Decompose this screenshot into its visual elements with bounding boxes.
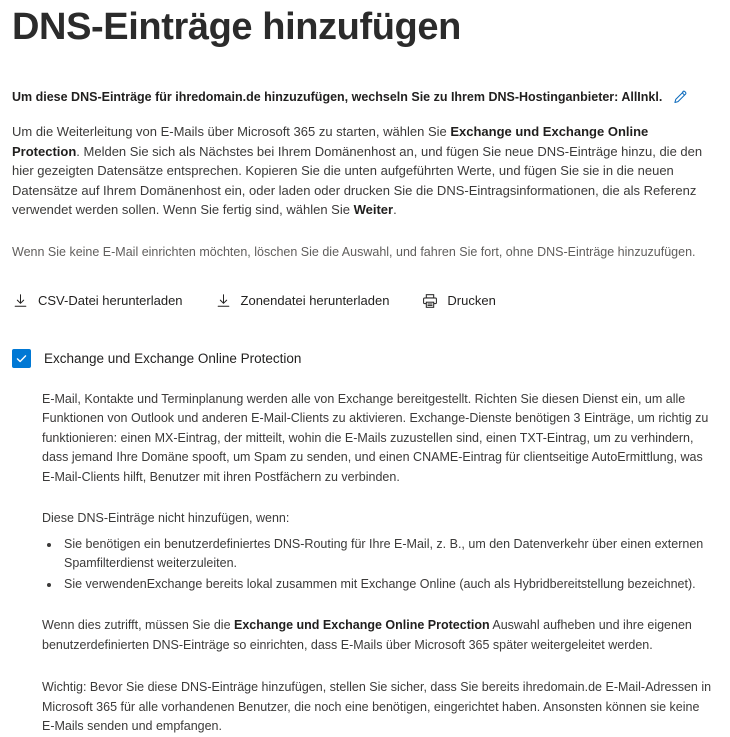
dns-provider-line [12, 88, 718, 106]
page-title: DNS-Einträge hinzufügen [12, 6, 461, 48]
download-zonefile-label: Zonendatei herunterladen [240, 292, 390, 308]
print-label: Drucken [447, 292, 496, 308]
exception-bullet-list [42, 535, 712, 595]
download-icon [215, 292, 232, 309]
printer-icon [421, 292, 438, 309]
exchange-detail-block [42, 390, 712, 737]
intro-paragraph [12, 122, 718, 220]
exchange-checkbox-label[interactable]: Exchange und Exchange Online Protection [44, 350, 302, 366]
unselect-bold-exchange: Exchange und Exchange Online Protection [234, 618, 490, 632]
intro-bold-next: Weiter [353, 202, 394, 217]
download-csv-button[interactable] [12, 289, 183, 313]
dns-provider-text: Um diese DNS-Einträge für ihredomain.de hinzuzufügen, wechseln Sie zu Ihrem DNS-Hostinganbieter: AllInkl. [12, 89, 663, 104]
list-item: • Sie verwendenExchange bereits lokal zusammen mit Exchange Online (auch als Hybridbereitstellung bezeichnet). [61, 575, 712, 595]
exchange-checkbox[interactable] [12, 349, 31, 368]
download-csv-label: CSV-Datei herunterladen [38, 292, 183, 308]
download-icon [12, 292, 29, 309]
exchange-description: E-Mail, Kontakte und Terminplanung werden alle von Exchange bereitgestellt. Richten Sie diesen Dienst ein, um alle Funktionen von Outlook und anderen E-Mail-Clients zu aktivieren. Exchange-Dienste benötigen 3 Einträge, um richtig zu funktionieren: einen MX-Eintrag, der mitteilt, wohin die E-Mails zuzustellen sind, einen TXT-Eintrag, um zu verhindern, dass jemand Ihre Domäne spooft, um Spam zu senden, und einen CNAME-Eintrag für clientseitige AutoErmittlung, was E-Mail-Clients hilft, Benutzer mit ihren Postfächern zu verbinden. [42, 391, 709, 484]
unselect-note [42, 616, 712, 655]
intro-text-1: Um die Weiterleitung von E-Mails über Microsoft 365 zu starten, wählen Sie [12, 124, 451, 139]
download-zonefile-button[interactable] [215, 289, 390, 313]
dns-records-page [0, 4, 730, 733]
intro-text-2: . Melden Sie sich als Nächstes bei Ihrem Domänenhost an, und fügen Sie neue DNS-Einträge hinzu, die den hier gezeigten Datensätze entsprechen. Kopieren Sie die unten aufgeführten Werte, und fügen Sie sie in die neuen Datensätze auf Ihrem Domänenhost ein, oder laden oder drucken Sie die DNS-Eintragsinformationen, die als Referenz verwendet werden sollen. Wenn Sie fertig sind, wählen Sie [12, 143, 703, 217]
intro-bold-exchange: Exchange und Exchange Online Protection [12, 124, 649, 159]
exchange-checkbox-row [12, 349, 718, 368]
intro-text-3: . [393, 202, 397, 217]
when-not-heading: Diese DNS-Einträge nicht hinzufügen, wenn: [42, 511, 290, 525]
important-note: Wichtig: Bevor Sie diese DNS-Einträge hinzufügen, stellen Sie sicher, dass Sie bereits ihredomain.de E-Mail-Adressen in Microsoft 365 für alle vorhandenen Benutzer, die noch eine benötigen, eingerichtet haben. Ansonsten können sie keine E-Mails senden und empfangen. [42, 680, 712, 733]
checkmark-icon [15, 352, 28, 365]
unselect-text-2: Auswahl aufheben und ihre eigenen benutzerdefinierten DNS-Einträge so einrichten, dass E-Mails über Microsoft 365 später weitergeleitet werden. [42, 618, 692, 652]
unselect-text-1: Wenn dies zutrifft, müssen Sie die [42, 618, 234, 632]
pencil-edit-icon[interactable] [670, 88, 688, 106]
no-email-note: Wenn Sie keine E-Mail einrichten möchten, löschen Sie die Auswahl, und fahren Sie fort, ohne DNS-Einträge hinzuzufügen. [12, 244, 696, 259]
command-toolbar [12, 289, 718, 313]
print-button[interactable] [421, 289, 495, 313]
list-item: • Sie benötigen ein benutzerdefiniertes DNS-Routing für Ihre E-Mail, z. B., um den Datenverkehr über einen externen Spamfilterdienst weiterzuleiten. [61, 535, 712, 574]
